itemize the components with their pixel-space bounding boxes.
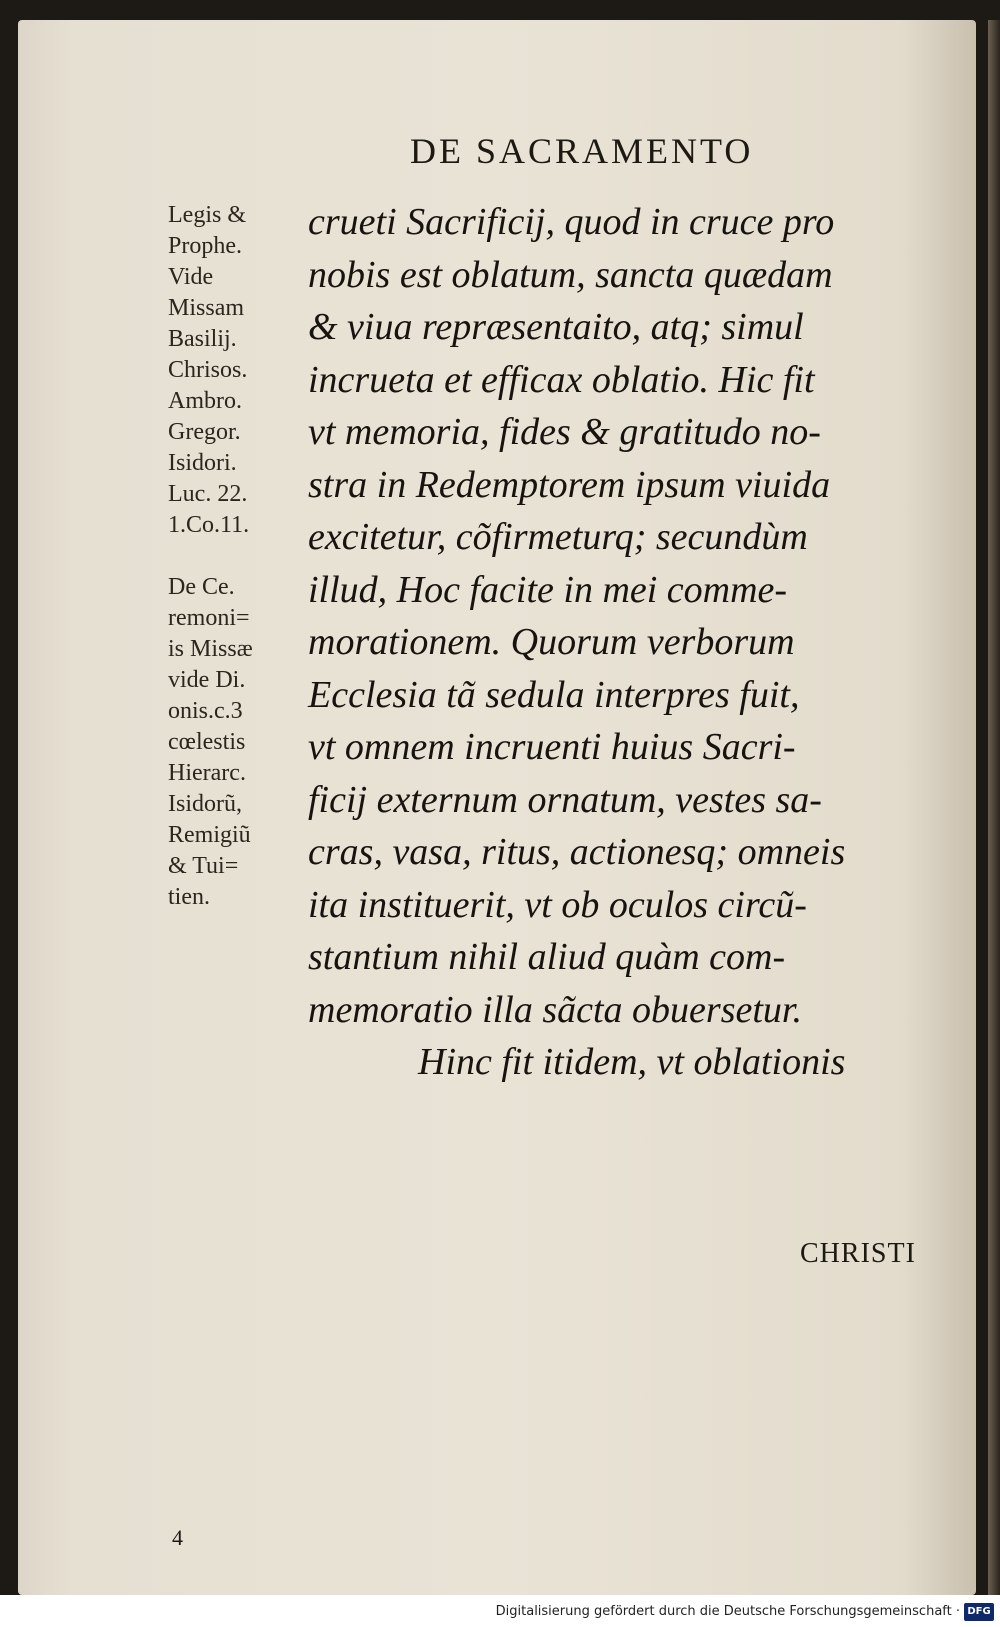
text-line: incrueta et efficax oblatio. Hic fit — [308, 358, 815, 401]
margin-note: cœlestis — [168, 729, 246, 755]
digitization-credit: Digitalisierung gefördert durch die Deutsche Forschungsgemeinschaft · — [495, 1604, 960, 1619]
margin-note: is Missæ — [168, 636, 253, 662]
text-line: & viua repræsentaito, atq; simul — [308, 306, 804, 348]
margin-note: Gregor. — [168, 419, 241, 445]
text-line: crueti Sacrificij, quod in cruce pro — [308, 201, 835, 243]
margin-note: Isidorũ, — [168, 791, 242, 817]
margin-note: Legis & — [168, 202, 246, 228]
margin-note: Chrisos. — [168, 357, 248, 383]
text-line: nobis est oblatum, sancta quædam — [308, 253, 833, 296]
margin-note: Vide — [168, 264, 214, 290]
margin-note — [168, 541, 303, 572]
margin-note: vide Di. — [168, 667, 246, 693]
text-line: excitetur, cõfirmeturq; secundùm — [308, 516, 808, 558]
page-edge — [988, 20, 1000, 1595]
margin-note: 1.Co.11. — [168, 512, 250, 538]
catchword: CHRISTI — [800, 1238, 916, 1269]
dfg-logo: DFG — [964, 1603, 994, 1621]
text-line: vt memoria, fides & gratitudo no- — [308, 411, 821, 453]
margin-note: & Tui= — [168, 853, 239, 879]
margin-note: De Ce. — [168, 574, 235, 600]
text-line: illud, Hoc facite in mei comme- — [308, 568, 788, 611]
margin-note: onis.c.3 — [168, 698, 243, 724]
text-line: morationem. Quorum verborum — [308, 621, 795, 663]
margin-note: Ambro. — [168, 388, 242, 414]
signature-mark: 4 — [172, 1525, 183, 1550]
footer-bar — [0, 1595, 1000, 1627]
margin-note: Missam — [168, 295, 245, 321]
margin-note: Hierarc. — [168, 760, 246, 786]
text-line: memoratio illa sãcta obuersetur. — [308, 988, 802, 1031]
text-line: stra in Redemptorem ipsum viuida — [308, 463, 831, 506]
margin-note: Basilij. — [168, 326, 237, 352]
text-line: ita instituerit, vt ob oculos circũ- — [308, 883, 807, 926]
text-line: cras, vasa, ritus, actionesq; omneis — [308, 831, 846, 873]
margin-note: Remigiũ — [168, 822, 251, 848]
margin-note: tien. — [168, 884, 210, 910]
text-line: Hinc fit itidem, vt oblationis — [418, 1041, 846, 1083]
margin-note: Prophe. — [168, 233, 242, 259]
text-line: stantium nihil aliud quàm com- — [308, 936, 786, 978]
body-text — [308, 196, 948, 1089]
margin-note: remoni= — [168, 605, 250, 631]
margin-notes — [168, 200, 303, 913]
text-line: ficij externum ornatum, vestes sa- — [308, 778, 822, 821]
margin-note: Isidori. — [168, 450, 237, 476]
text-line: Ecclesia tã sedula interpres fuit, — [308, 673, 800, 716]
margin-note: Luc. 22. — [168, 481, 248, 507]
running-header: DE SACRAMENTO — [410, 131, 754, 171]
text-line: vt omnem incruenti huius Sacri- — [308, 726, 796, 768]
